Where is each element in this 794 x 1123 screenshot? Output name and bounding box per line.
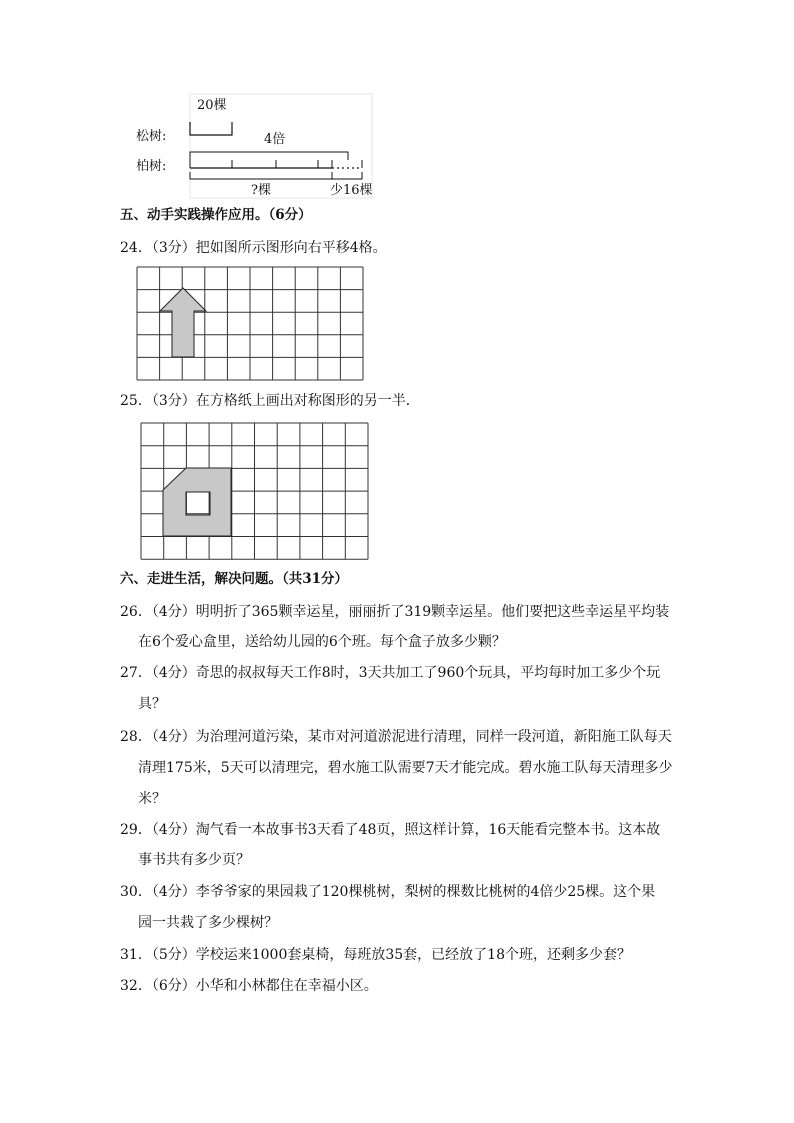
top-count-label: 20棵 [197,98,227,113]
q31-text: 31．（5分）学校运来1000套桌椅，每班放35套，已经放了18个班，还剩多少套？ [120,947,631,963]
q29-line1: 29．（4分）淘气看一本故事书3天看了48页，照这样计算，16天能看完整本书。这本故 [120,822,661,838]
q28-line3: 米？ [138,791,166,807]
q26-line2: 在6个爱心盒里，送给幼儿园的6个班。每个盒子放多少颗？ [138,634,506,650]
question-brace [190,172,332,179]
q32-text: 32．（6分）小华和小林都住在幸福小区。 [120,978,378,994]
q30-line2: 园一共栽了多少棵树？ [138,915,278,931]
q24-text: 24．（3分）把如图所示图形向右平移4格。 [120,240,387,256]
q27-line2: 具？ [138,696,166,712]
q26-line1: 26．（4分）明明折了365颗幸运星，丽丽折了319颗幸运星。他们要把这些幸运星平均装 [120,604,670,620]
pine-row-label: 松树: [136,129,167,144]
half-shape [163,468,231,536]
q25-grid [140,422,372,562]
q30-line1: 30．（4分）李爷爷家的果园栽了120棵桃树，梨树的棵数比桃树的4倍少25棵。这个果 [120,884,656,900]
q27-line1: 27．（4分）奇思的叔叔每天工作8时，3天共加工了960个玩具，平均每时加工多少个玩 [120,665,661,681]
multiplier-label: 4倍 [264,132,286,147]
less-brace [332,172,362,179]
q24-grid [136,266,366,382]
cypress-top-brace [190,152,348,160]
less-label: 少16棵 [330,183,373,198]
q29-line2: 事书共有多少页？ [138,852,250,868]
pine-segment [190,122,232,135]
section5-heading: 五、动手实践操作应用。（6分） [120,207,312,223]
arrow-shape [160,288,206,357]
segment-diagram [130,88,390,203]
q28-line1: 28．（4分）为治理河道污染，某市对河道淤泥进行清理，同样一段河道，新阳施工队每天 [120,729,672,745]
cypress-row-label: 柏树: [136,159,167,174]
question-label: ?棵 [251,183,271,198]
section6-heading: 六、走进生活，解决问题。（共31分） [120,571,349,587]
q28-line2: 清理175米，5天可以清理完，碧水施工队需要7天才能完成。碧水施工队每天清理多少 [138,760,673,776]
q25-text: 25．（3分）在方格纸上画出对称图形的另一半． [120,393,420,409]
